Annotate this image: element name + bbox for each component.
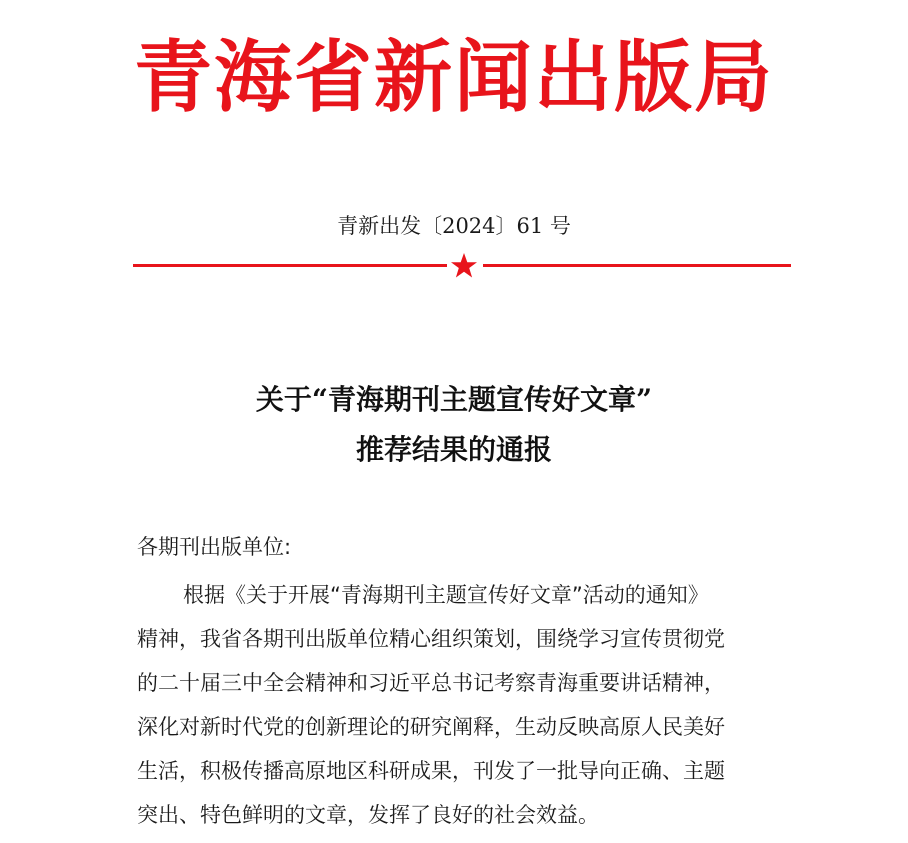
document-number: 青新出发〔2024〕61 号 xyxy=(337,214,571,238)
paragraph-line: 的二十届三中全会精神和习近平总书记考察青海重要讲话精神， xyxy=(137,671,725,695)
red-divider-left xyxy=(133,264,447,267)
salutation: 各期刊出版单位: xyxy=(137,535,292,559)
red-divider-right xyxy=(483,264,791,267)
document-title-line-2: 推荐结果的通报 xyxy=(355,433,552,466)
issuer-masthead: 青海省新闻出版局 xyxy=(133,32,774,123)
paragraph-line: 深化对新时代党的创新理论的研究阐释，生动反映高原人民美好 xyxy=(137,715,725,739)
body-paragraph xyxy=(137,578,817,842)
paragraph-line: 突出、特色鲜明的文章，发挥了良好的社会效益。 xyxy=(137,803,599,827)
paragraph-line: 生活，积极传播高原地区科研成果，刊发了一批导向正确、主题 xyxy=(137,759,725,783)
paragraph-line: 精神，我省各期刊出版单位精心组织策划，围绕学习宣传贯彻党 xyxy=(137,627,725,651)
paragraph-line: 根据《关于开展“青海期刊主题宣传好文章”活动的通知》 xyxy=(183,583,709,607)
document-title-line-1: 关于“青海期刊主题宣传好文章” xyxy=(255,383,653,416)
star-icon xyxy=(450,252,478,280)
